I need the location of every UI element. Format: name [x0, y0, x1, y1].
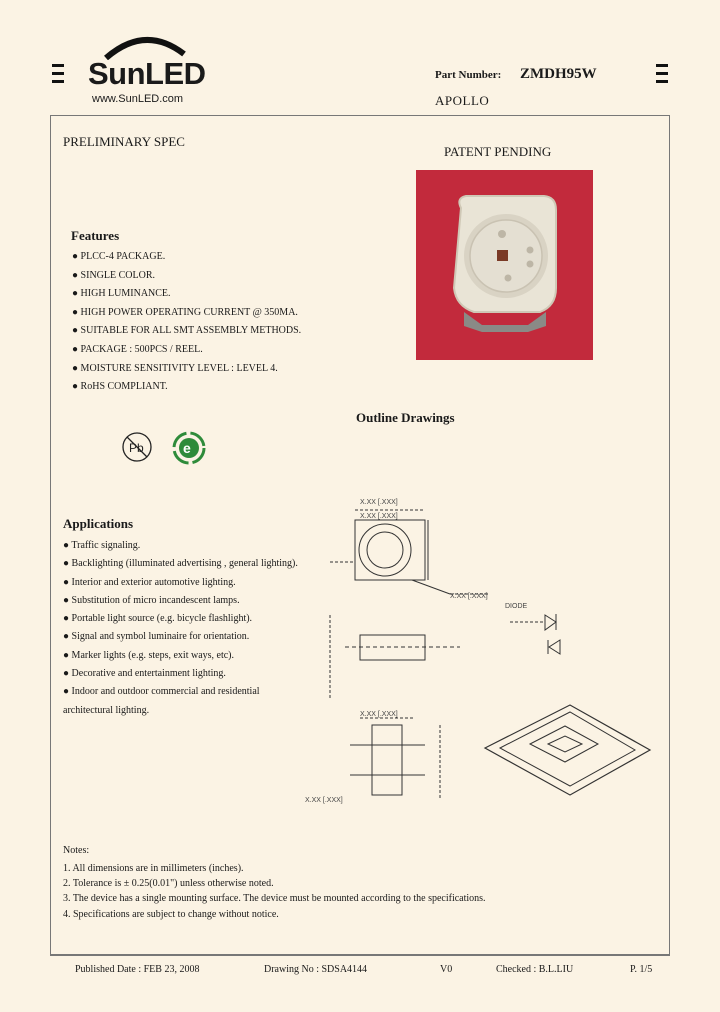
- outline-title: Outline Drawings: [356, 410, 455, 425]
- svg-text:e: e: [183, 440, 191, 456]
- list-item: ● Substitution of micro incandescent lamps.: [63, 594, 240, 606]
- rohs-e-icon: [170, 430, 208, 466]
- list-item: ● SUITABLE FOR ALL SMT ASSEMBLY METHODS.: [72, 325, 302, 337]
- header-right-bars: [656, 64, 668, 88]
- list-item: ● RoHS COMPLIANT.: [72, 381, 168, 393]
- version: V0: [440, 964, 453, 975]
- list-item: ● Traffic signaling.: [63, 540, 141, 551]
- part-number-label: Part Number:: [435, 69, 502, 81]
- list-item: ● HIGH LUMINANCE.: [72, 288, 171, 300]
- applications-title: Applications: [63, 516, 134, 531]
- list-item: ● Indoor and outdoor commercial and residential architectural lighting.: [63, 686, 260, 716]
- product-photo: [416, 170, 593, 360]
- svg-text:X.XX [.XXX]: X.XX [.XXX]: [360, 513, 398, 520]
- features-list: [72, 248, 301, 397]
- features-title: Features: [71, 228, 120, 243]
- notes-list: [63, 861, 486, 922]
- led-package-illustration: [416, 170, 593, 360]
- list-item: ● Marker lights (e.g. steps, exit ways, etc).: [63, 649, 235, 661]
- svg-text:DIODE: DIODE: [505, 603, 528, 610]
- list-item: 2. Tolerance is ± 0.25(0.01") unless otherwise noted.: [63, 878, 274, 890]
- list-item: ● PACKAGE : 500PCS / REEL.: [72, 343, 203, 355]
- page-number: P. 1/5: [630, 964, 653, 975]
- spec-status: PRELIMINARY SPEC: [63, 134, 185, 149]
- svg-text:X.XX [.XXX]: X.XX [.XXX]: [305, 797, 343, 804]
- outline-drawing: [300, 490, 670, 820]
- svg-text:X.XX [.XXX]: X.XX [.XXX]: [450, 593, 488, 600]
- list-item: ● Decorative and entertainment lighting.: [63, 668, 226, 680]
- header-left-bars: [52, 64, 64, 88]
- list-item: ● Interior and exterior automotive lighting.: [63, 576, 236, 588]
- pb-free-icon: [120, 430, 154, 464]
- list-item: ● SINGLE COLOR.: [72, 269, 155, 281]
- patent-status: PATENT PENDING: [444, 144, 552, 159]
- list-item: ● MOISTURE SENSITIVITY LEVEL : LEVEL 4.: [72, 362, 278, 374]
- notes-title: Notes:: [63, 845, 90, 856]
- series-name: APOLLO: [435, 93, 490, 108]
- list-item: 4. Specifications are subject to change without notice.: [63, 908, 279, 920]
- svg-text:Pb: Pb: [129, 441, 144, 455]
- list-item: ● Backlighting (illuminated advertising , general lighting).: [63, 558, 298, 570]
- list-item: ● Portable light source (e.g. bicycle flashlight).: [63, 613, 253, 625]
- part-number: ZMDH95W: [520, 66, 597, 82]
- applications-list: [63, 537, 303, 720]
- brand-url[interactable]: www.SunLED.com: [92, 93, 184, 105]
- list-item: 3. The device has a single mounting surface. The device must be mounted according to the specifications.: [63, 893, 486, 905]
- brand-logo: SunLED: [88, 56, 206, 91]
- published-date: Published Date : FEB 23, 2008: [75, 964, 200, 975]
- checked-by: Checked : B.L.LIU: [496, 964, 574, 975]
- list-item: 1. All dimensions are in millimeters (inches).: [63, 863, 244, 874]
- drawing-number: Drawing No : SDSA4144: [264, 964, 368, 975]
- list-item: ● PLCC-4 PACKAGE.: [72, 251, 166, 262]
- footer-divider: [50, 955, 670, 956]
- svg-text:X.XX [.XXX]: X.XX [.XXX]: [360, 711, 398, 718]
- list-item: ● Signal and symbol luminaire for orientation.: [63, 631, 250, 643]
- svg-text:X.XX [.XXX]: X.XX [.XXX]: [360, 499, 398, 506]
- list-item: ● HIGH POWER OPERATING CURRENT @ 350MA.: [72, 306, 298, 318]
